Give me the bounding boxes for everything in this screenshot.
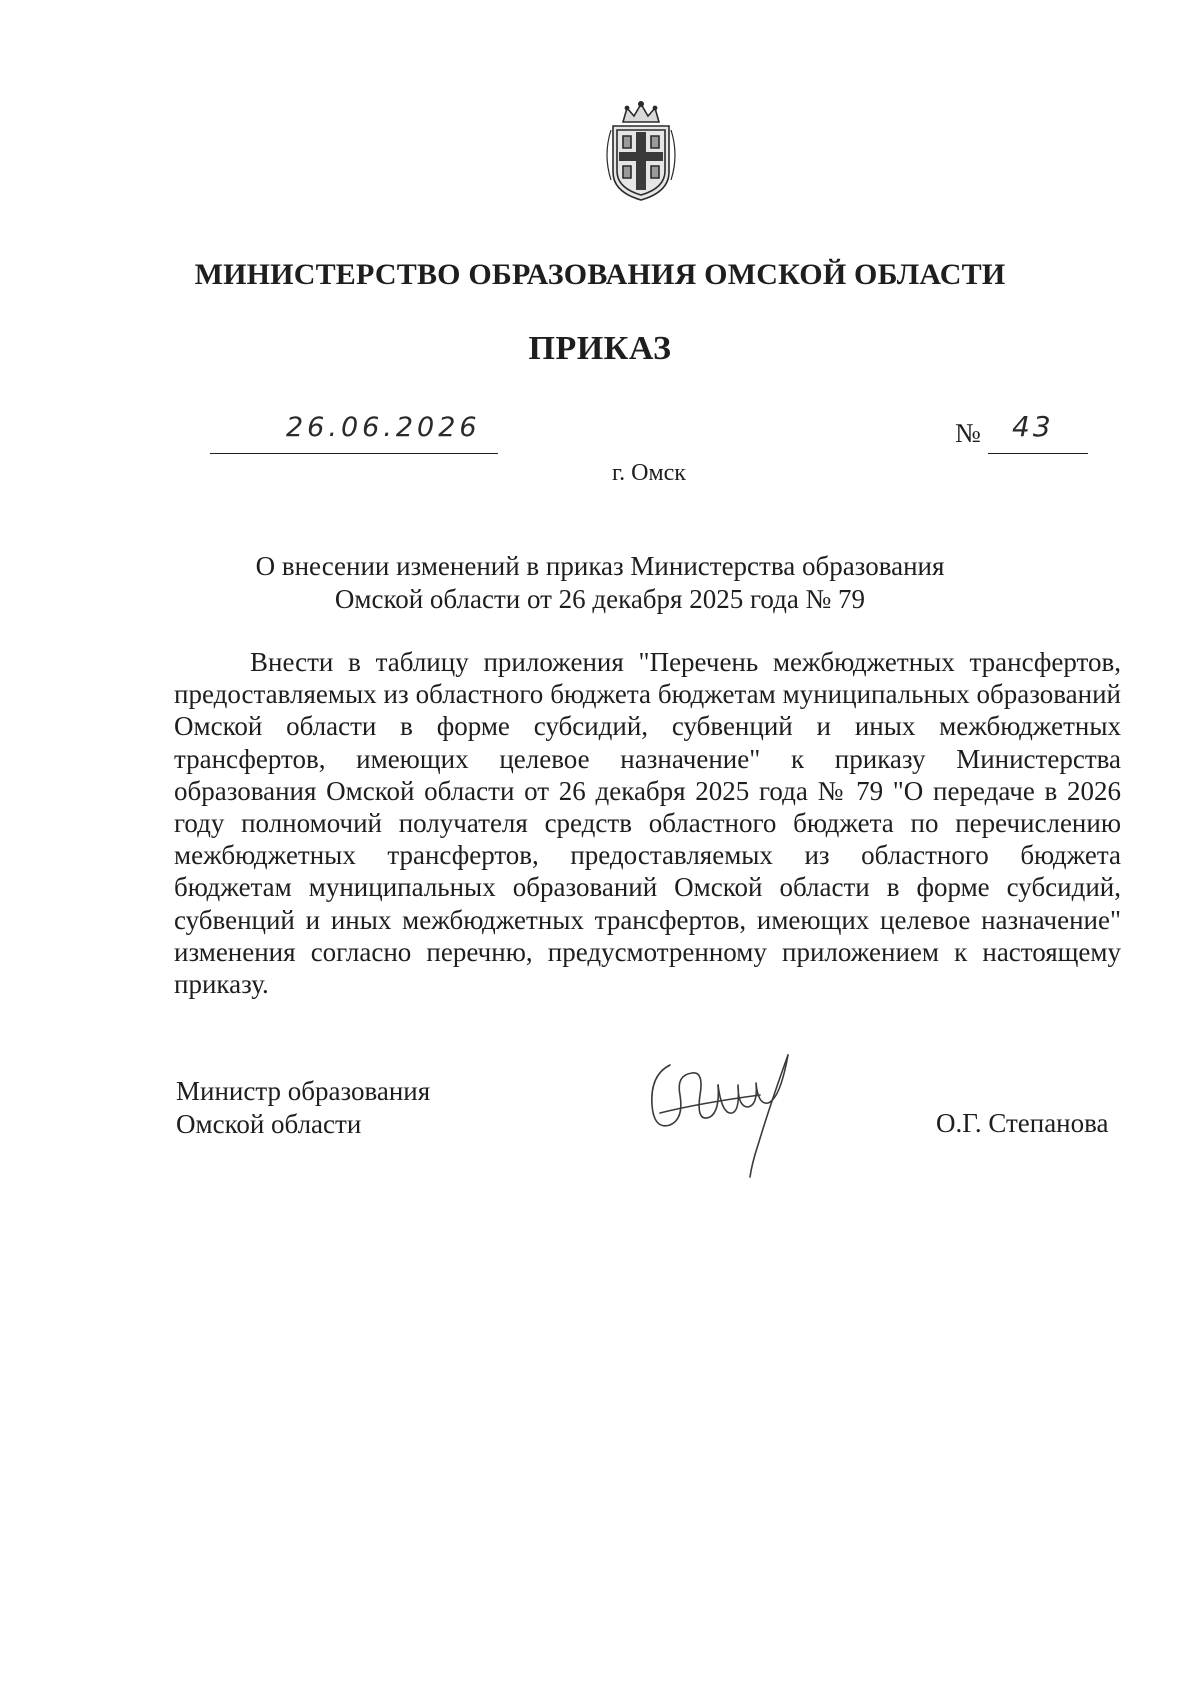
signer-position-line-1: Министр образования: [176, 1076, 431, 1106]
signer-name: О.Г. Степанова: [936, 1108, 1109, 1138]
subject-line-1: О внесении изменений в приказ Министерства образования: [255, 551, 945, 581]
order-body-paragraph: Внести в таблицу приложения "Перечень межбюджетных трансфертов, предоставляемых из областного бюджета бюджетам муниципальных образований Омской области в форме субсидий, субвенций и иных межбюджетных трансфертов, имеющих целевое назначение" к приказу Министерства образования Омской области от 26 декабря 2025 года № 79 "О передаче в 2026 году полномочий получателя средств областного бюджета по перечислению межбюджетных трансфертов, предоставляемых из областного бюджета бюджетам муниципальных образований Омской области в форме субсидий, субвенций и иных межбюджетных трансфертов, имеющих целевое назначение" изменения согласно перечню, предусмотренному приложением к настоящему приказу.: [174, 647, 1121, 1000]
ministry-name: МИНИСТЕРСТВО ОБРАЗОВАНИЯ ОМСКОЙ ОБЛАСТИ: [194, 258, 1006, 291]
date-field: [210, 414, 498, 454]
number-field: [988, 410, 1088, 454]
city: г. Омск: [612, 460, 686, 486]
subject-line-2: Омской области от 26 декабря 2025 года № 79: [334, 584, 866, 614]
document-number: 43: [1012, 410, 1054, 443]
number-label: №: [955, 418, 981, 448]
coat-of-arms-icon: [601, 100, 681, 205]
document-type: ПРИКАЗ: [528, 330, 672, 367]
order-subject: [0, 550, 1200, 616]
handwritten-signature-icon: [640, 1045, 800, 1185]
document-date: 26.06.2026: [286, 412, 481, 443]
signer-position: [176, 1075, 476, 1141]
signer-position-line-2: Омской области: [176, 1109, 362, 1139]
